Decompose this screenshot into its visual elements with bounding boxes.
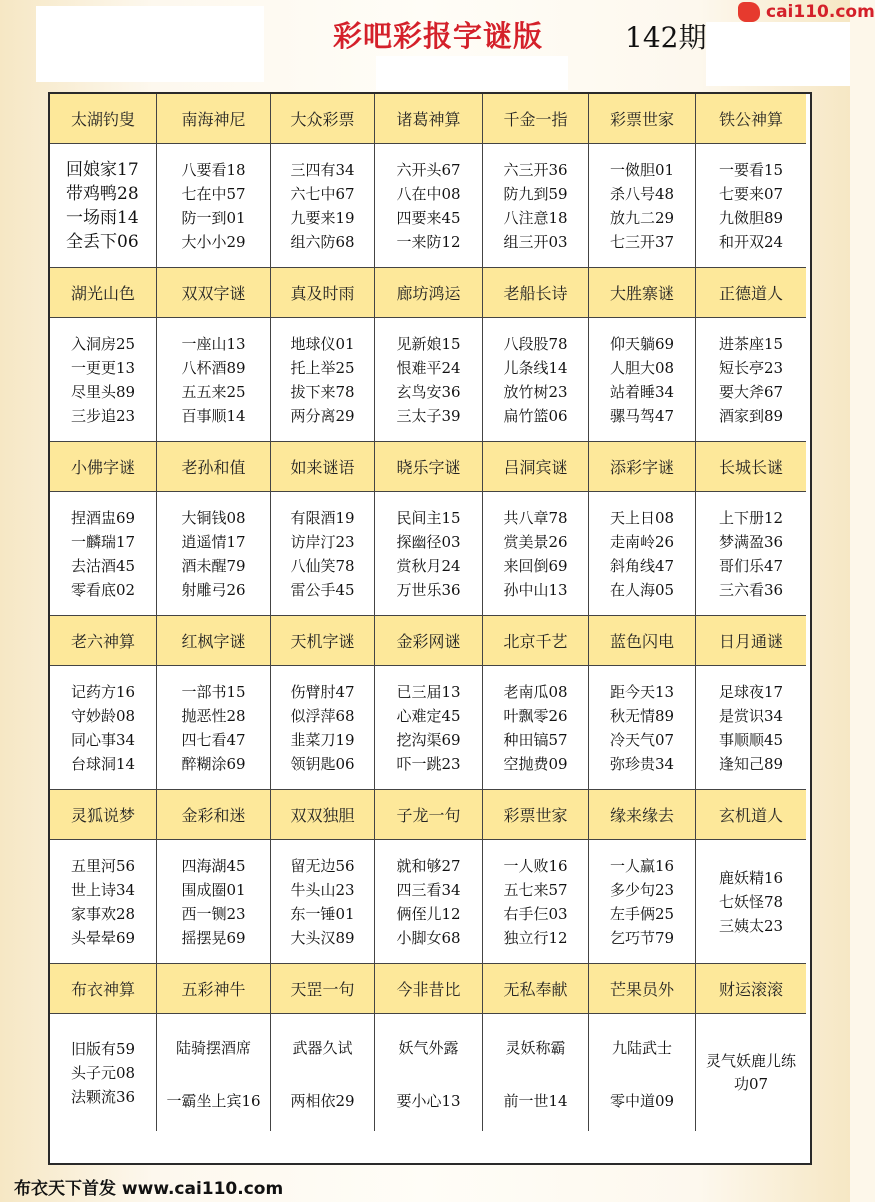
column-header: 双双独胆	[271, 790, 375, 840]
riddle-line: 同心事34	[70, 730, 136, 749]
riddle-cell	[271, 1014, 375, 1131]
column-header: 大胜寨谜	[589, 268, 696, 318]
riddle-line: 老南瓜08	[503, 682, 568, 701]
column-header: 铁公神算	[696, 94, 806, 144]
column-header: 子龙一句	[375, 790, 483, 840]
riddle-line: 武器久试	[292, 1039, 353, 1057]
column-header: 芒果员外	[589, 964, 696, 1014]
riddle-line: 大小小29	[181, 232, 246, 251]
riddle-line: 八段股78	[503, 334, 568, 353]
riddle-line: 入洞房25	[70, 334, 136, 353]
riddle-cell	[483, 1014, 589, 1131]
riddle-cell	[375, 1014, 483, 1131]
riddle-cell	[50, 492, 157, 616]
riddle-line: 斜角线47	[609, 556, 675, 575]
riddle-line: 一要看15	[718, 160, 784, 179]
riddle-line: 恨难平24	[396, 358, 461, 377]
riddle-line: 来回倒69	[503, 556, 568, 575]
riddle-line: 一人败16	[503, 856, 568, 875]
column-header: 天罡一句	[271, 964, 375, 1014]
riddle-line: 秋无情89	[609, 706, 675, 725]
riddle-cell	[271, 492, 375, 616]
riddle-line: 挖沟渠69	[396, 730, 461, 749]
riddle-line: 杀八号48	[609, 184, 675, 203]
column-header: 彩票世家	[589, 94, 696, 144]
riddle-line: 摇摆晃69	[181, 928, 246, 947]
column-header: 南海神尼	[157, 94, 271, 144]
riddle-line: 五七来57	[503, 880, 568, 899]
riddle-line: 走南岭26	[609, 532, 675, 551]
riddle-cell	[375, 666, 483, 790]
riddle-cell	[696, 492, 806, 616]
riddle-line: 七三开37	[609, 232, 675, 251]
riddle-line: 八要看18	[181, 160, 246, 179]
column-header: 正德道人	[696, 268, 806, 318]
riddle-line: 西一铡23	[181, 904, 246, 923]
column-header: 金彩和迷	[157, 790, 271, 840]
fist-logo-icon	[738, 2, 760, 22]
riddle-line: 留无边56	[290, 856, 355, 875]
riddle-line: 八杯酒89	[181, 358, 246, 377]
riddle-line: 心难定45	[396, 706, 461, 725]
riddle-cell	[483, 144, 589, 268]
riddle-line: 空抛费09	[503, 754, 568, 773]
riddle-line: 尽里头89	[70, 382, 136, 401]
riddle-line: 逢知己89	[718, 754, 784, 773]
riddle-line: 万世乐36	[396, 580, 461, 599]
riddle-line: 拔下来78	[290, 382, 355, 401]
column-header: 湖光山色	[50, 268, 157, 318]
riddle-line: 玄鸟安36	[396, 382, 461, 401]
riddle-line: 放竹树23	[503, 382, 568, 401]
riddle-line: 冷天气07	[609, 730, 675, 749]
column-header: 诸葛神算	[375, 94, 483, 144]
riddle-cell	[483, 492, 589, 616]
column-header: 红枫字谜	[157, 616, 271, 666]
riddle-line: 回娘家17	[66, 159, 139, 180]
column-header: 真及时雨	[271, 268, 375, 318]
riddle-line: 八注意18	[503, 208, 568, 227]
riddle-line: 妖气外露	[398, 1039, 459, 1057]
riddle-line: 地球仪01	[290, 334, 355, 353]
column-header: 晓乐字谜	[375, 442, 483, 492]
riddle-line: 逍遥情17	[181, 532, 246, 551]
riddle-line: 三太子39	[396, 406, 461, 425]
riddle-cell	[50, 1014, 157, 1131]
riddle-line: 哥们乐47	[718, 556, 784, 575]
riddle-line: 家事欢28	[70, 904, 136, 923]
riddle-line: 伤臂肘47	[290, 682, 355, 701]
riddle-line: 守妙龄08	[70, 706, 136, 725]
riddle-line: 六三开36	[503, 160, 568, 179]
riddle-line: 两相依29	[290, 1092, 355, 1110]
riddle-line: 陆骑摆酒席	[175, 1039, 251, 1057]
riddle-line: 探幽径03	[396, 532, 461, 551]
riddle-line: 一麟瑞17	[70, 532, 136, 551]
riddle-line: 一场雨14	[66, 207, 139, 228]
riddle-line: 九要来19	[290, 208, 355, 227]
riddle-cell	[696, 318, 806, 442]
riddle-line: 和开双24	[718, 232, 784, 251]
riddle-line: 四要来45	[396, 208, 461, 227]
riddle-line: 酒未醒79	[181, 556, 246, 575]
riddle-line: 灵妖称霸	[505, 1039, 566, 1057]
riddle-line: 进茶座15	[718, 334, 784, 353]
riddle-line: 就和够27	[396, 856, 461, 875]
column-header: 大众彩票	[271, 94, 375, 144]
column-header: 老孙和值	[157, 442, 271, 492]
column-header: 无私奉献	[483, 964, 589, 1014]
riddle-line: 酒家到89	[718, 406, 784, 425]
riddle-cell	[483, 840, 589, 964]
riddle-line: 三步追23	[70, 406, 136, 425]
riddle-line: 前一世14	[503, 1092, 568, 1110]
riddle-cell	[50, 144, 157, 268]
riddle-line: 九傚胆89	[718, 208, 784, 227]
riddle-cell	[483, 318, 589, 442]
riddle-line: 领钥匙06	[290, 754, 355, 773]
riddle-line: 事顺顺45	[718, 730, 784, 749]
riddle-line: 记药方16	[70, 682, 136, 701]
riddle-line: 四海湖45	[181, 856, 246, 875]
riddle-line: 鹿妖精16	[718, 868, 784, 887]
column-header: 吕洞宾谜	[483, 442, 589, 492]
riddle-line: 五五来25	[181, 382, 246, 401]
riddle-line: 托上举25	[290, 358, 355, 377]
riddle-line: 两分离29	[290, 406, 355, 425]
column-header: 玄机道人	[696, 790, 806, 840]
riddle-cell	[157, 318, 271, 442]
riddle-line: 吓一跳23	[396, 754, 461, 773]
riddle-cell	[271, 666, 375, 790]
riddle-cell	[589, 144, 696, 268]
riddle-line: 赏美景26	[503, 532, 568, 551]
riddle-line: 去沽酒45	[70, 556, 136, 575]
riddle-line: 儿条线14	[503, 358, 568, 377]
riddle-line: 一来防12	[396, 232, 461, 251]
riddle-line: 足球夜17	[718, 682, 784, 701]
riddle-line: 扁竹篮06	[503, 406, 568, 425]
riddle-cell	[589, 840, 696, 964]
riddle-cell	[589, 318, 696, 442]
site-logo-text: cai110.com	[766, 2, 875, 22]
riddle-line: 一人赢16	[609, 856, 675, 875]
riddle-cell	[696, 1014, 806, 1131]
riddle-line: 一霸坐上宾16	[166, 1092, 261, 1110]
riddle-line: 韭菜刀19	[290, 730, 355, 749]
riddle-cell	[271, 318, 375, 442]
column-header: 北京千艺	[483, 616, 589, 666]
riddle-cell	[271, 840, 375, 964]
riddle-cell	[157, 144, 271, 268]
riddle-line: 四七看47	[181, 730, 246, 749]
riddle-line: 要小心13	[396, 1092, 461, 1110]
column-header: 彩票世家	[483, 790, 589, 840]
riddle-line: 大头汉89	[290, 928, 355, 947]
riddle-line: 小脚女68	[396, 928, 461, 947]
column-header: 蓝色闪电	[589, 616, 696, 666]
riddle-cell	[696, 840, 806, 964]
riddle-line: 零中道09	[609, 1092, 675, 1110]
riddle-line: 旧版有59	[70, 1039, 136, 1058]
riddle-cell	[696, 144, 806, 268]
riddle-line: 已三届13	[396, 682, 461, 701]
footer-text: 布衣天下首发 www.cai110.com	[14, 1179, 284, 1199]
riddle-cell	[157, 492, 271, 616]
riddle-line: 上下册12	[718, 508, 784, 527]
column-header: 老船长诗	[483, 268, 589, 318]
riddle-line: 全丢下06	[66, 231, 139, 252]
riddle-line: 组六防68	[290, 232, 355, 251]
riddle-cell	[50, 666, 157, 790]
riddle-line: 乞巧节79	[609, 928, 675, 947]
riddle-line: 弥珍贵34	[609, 754, 675, 773]
riddle-line: 孙中山13	[503, 580, 568, 599]
masked-area-left	[36, 6, 264, 82]
riddle-cell	[589, 1014, 696, 1131]
riddle-cell	[50, 840, 157, 964]
riddle-line: 放九二29	[609, 208, 675, 227]
riddle-line: 民间主15	[396, 508, 461, 527]
column-header: 五彩神牛	[157, 964, 271, 1014]
column-header: 小佛字谜	[50, 442, 157, 492]
riddle-line: 一更更13	[70, 358, 136, 377]
riddle-line: 共八章78	[503, 508, 568, 527]
riddle-line: 赏秋月24	[396, 556, 461, 575]
site-logo	[738, 2, 875, 22]
riddle-line: 头晕晕69	[70, 928, 136, 947]
riddle-line: 种田镐57	[503, 730, 568, 749]
riddle-line: 在人海05	[609, 580, 675, 599]
riddle-line: 三姨太23	[718, 916, 784, 935]
riddle-line: 大铜钱08	[181, 508, 246, 527]
riddle-line: 八仙笑78	[290, 556, 355, 575]
column-header: 财运滚滚	[696, 964, 806, 1014]
riddle-line: 要大斧67	[718, 382, 784, 401]
riddle-line: 射雕弓26	[181, 580, 246, 599]
riddle-line: 围成圈01	[181, 880, 246, 899]
riddle-line: 抛恶性28	[181, 706, 246, 725]
riddle-line: 八在中08	[396, 184, 461, 203]
riddle-line: 三四有34	[290, 160, 355, 179]
riddle-line: 六七中67	[290, 184, 355, 203]
riddle-line: 醉糊涂69	[181, 754, 246, 773]
riddle-line: 灵气妖鹿儿练功07	[705, 1051, 796, 1093]
riddle-line: 五里河56	[70, 856, 136, 875]
riddle-line: 四三看34	[396, 880, 461, 899]
riddle-line: 距今天13	[609, 682, 675, 701]
issue-number: 142期	[625, 21, 707, 54]
riddle-line: 站着睡34	[609, 382, 675, 401]
column-header: 如来谜语	[271, 442, 375, 492]
riddle-line: 七妖怪78	[718, 892, 784, 911]
riddle-table	[48, 92, 812, 1165]
riddle-line: 人胆大08	[609, 358, 675, 377]
riddle-line: 叶飘零26	[503, 706, 568, 725]
riddle-line: 访岸汀23	[290, 532, 355, 551]
riddle-line: 带鸡鸭28	[66, 183, 139, 204]
column-header: 添彩字谜	[589, 442, 696, 492]
column-header: 双双字谜	[157, 268, 271, 318]
riddle-line: 一部书15	[181, 682, 246, 701]
riddle-cell	[589, 492, 696, 616]
riddle-line: 天上日08	[609, 508, 675, 527]
riddle-line: 雷公手45	[290, 580, 355, 599]
column-header: 金彩网谜	[375, 616, 483, 666]
riddle-line: 有限酒19	[290, 508, 355, 527]
riddle-line: 七在中57	[181, 184, 246, 203]
riddle-line: 百事顺14	[181, 406, 246, 425]
riddle-line: 是赏识34	[718, 706, 784, 725]
column-header: 日月通谜	[696, 616, 806, 666]
column-header: 太湖钓叟	[50, 94, 157, 144]
riddle-line: 短长亭23	[718, 358, 784, 377]
riddle-line: 牛头山23	[290, 880, 355, 899]
column-header: 布衣神算	[50, 964, 157, 1014]
riddle-line: 头子元08	[70, 1063, 136, 1082]
riddle-cell	[375, 492, 483, 616]
riddle-line: 东一锤01	[290, 904, 355, 923]
riddle-line: 独立行12	[503, 928, 568, 947]
riddle-cell	[483, 666, 589, 790]
riddle-line: 多少句23	[609, 880, 675, 899]
riddle-line: 左手俩25	[609, 904, 675, 923]
riddle-line: 防一到01	[181, 208, 246, 227]
column-header: 老六神算	[50, 616, 157, 666]
riddle-cell	[271, 144, 375, 268]
column-header: 千金一指	[483, 94, 589, 144]
riddle-line: 俩侄儿12	[396, 904, 461, 923]
riddle-cell	[157, 1014, 271, 1131]
riddle-cell	[696, 666, 806, 790]
column-header: 廊坊鸿运	[375, 268, 483, 318]
riddle-line: 似浮萍68	[290, 706, 355, 725]
riddle-line: 梦满盈36	[718, 532, 784, 551]
riddle-line: 组三开03	[503, 232, 568, 251]
riddle-line: 一座山13	[181, 334, 246, 353]
column-header: 灵狐说梦	[50, 790, 157, 840]
riddle-cell	[50, 318, 157, 442]
riddle-line: 法颗流36	[70, 1087, 136, 1106]
riddle-line: 右手仨03	[503, 904, 568, 923]
column-header: 今非昔比	[375, 964, 483, 1014]
column-header: 长城长谜	[696, 442, 806, 492]
riddle-cell	[157, 666, 271, 790]
riddle-line: 防九到59	[503, 184, 568, 203]
riddle-line: 捏酒盅69	[70, 508, 136, 527]
riddle-line: 七要来07	[718, 184, 784, 203]
column-header: 缘来缘去	[589, 790, 696, 840]
riddle-cell	[157, 840, 271, 964]
riddle-cell	[375, 318, 483, 442]
riddle-line: 三六看36	[718, 580, 784, 599]
riddle-cell	[375, 144, 483, 268]
riddle-cell	[589, 666, 696, 790]
riddle-line: 见新娘15	[396, 334, 461, 353]
column-header: 天机字谜	[271, 616, 375, 666]
riddle-line: 骡马驾47	[609, 406, 675, 425]
masked-area-center	[376, 56, 568, 90]
riddle-line: 台球洞14	[70, 754, 136, 773]
masked-area-right	[706, 22, 850, 86]
riddle-line: 一傚胆01	[609, 160, 675, 179]
page-title: 彩吧彩报字谜版	[333, 19, 544, 53]
riddle-cell	[375, 840, 483, 964]
riddle-line: 九陆武士	[611, 1039, 672, 1057]
riddle-line: 六开头67	[396, 160, 461, 179]
riddle-line: 仰天躺69	[609, 334, 675, 353]
riddle-line: 世上诗34	[70, 880, 136, 899]
riddle-line: 零看底02	[70, 580, 136, 599]
